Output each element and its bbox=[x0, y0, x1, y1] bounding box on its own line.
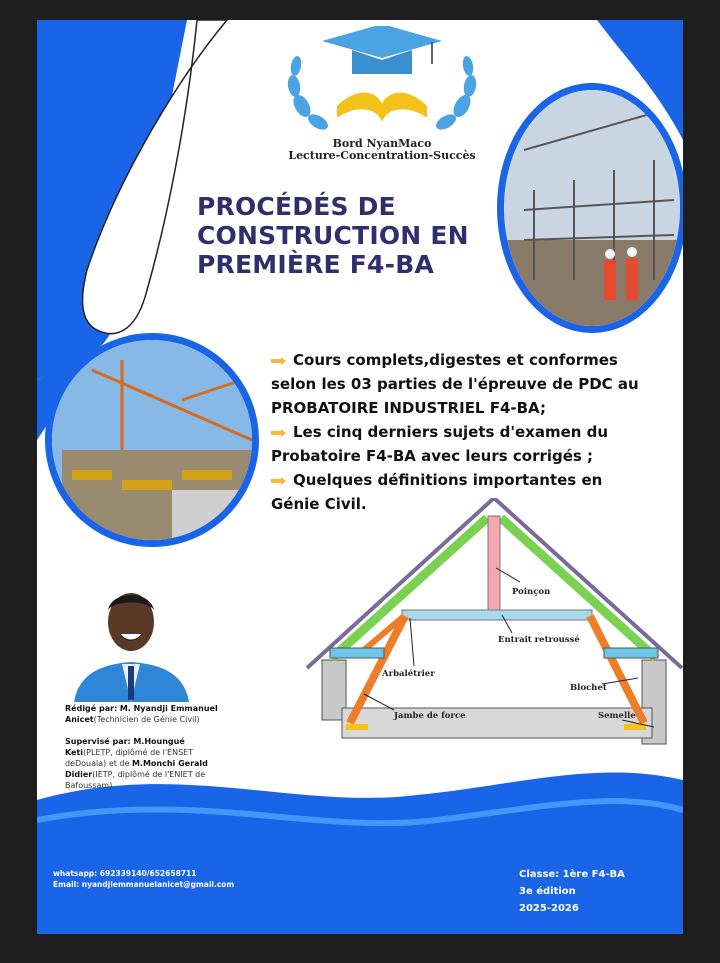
school-year: 2025-2026 bbox=[519, 903, 579, 914]
pointing-hand-icon bbox=[271, 476, 287, 486]
email-address: Email: nyandjiemmanuelanicet@gmail.com bbox=[53, 880, 235, 889]
list-item: Quelques définitions importantes en Génie Civil. bbox=[271, 471, 603, 513]
title-line-2: CONSTRUCTION EN bbox=[197, 221, 469, 250]
brand-name: Bord NyanMaco bbox=[332, 137, 432, 150]
cover-page bbox=[37, 20, 683, 934]
edition-label: 3e édition bbox=[519, 886, 576, 897]
pointing-hand-icon bbox=[271, 356, 287, 366]
label-entrait: Entrait retroussé bbox=[498, 635, 580, 645]
label-jambe-de-force: Jambe de force bbox=[394, 711, 466, 721]
author-credit: Rédigé par: M. Nyandji Emmanuel Anicet(Technicien de Génie Civil) bbox=[65, 704, 218, 724]
page-title bbox=[197, 192, 537, 279]
list-item: Cours complets,digestes et conformes selon les 03 parties de l'épreuve de PDC au PROBATOIRE INDUSTRIEL F4-BA; bbox=[271, 351, 639, 417]
class-label: Classe: 1ère F4-BA bbox=[519, 869, 625, 880]
pointing-hand-icon bbox=[271, 428, 287, 438]
logo-emblem bbox=[282, 26, 482, 138]
label-blochet: Blochet bbox=[570, 683, 607, 693]
label-poincon: Poinçon bbox=[512, 587, 551, 597]
label-arbaletrier: Arbalétrier bbox=[382, 669, 435, 679]
label-semelle: Semelle bbox=[598, 711, 636, 721]
list-item: Les cinq derniers sujets d'examen du Probatoire F4-BA avec leurs corrigés ; bbox=[271, 423, 609, 465]
supervisor-credit: Supervisé par: M.Houngué Keti(PLETP, diplômé de l'ENSET deDouala) et de M.Monchi Gerald Didier(IETP, diplômé de l'ENIET de Bafoussam) bbox=[65, 737, 208, 790]
title-line-1: PROCÉDÉS DE bbox=[197, 192, 396, 221]
whatsapp-number: whatsapp: 692339140/652658711 bbox=[53, 869, 197, 878]
class-info bbox=[519, 866, 669, 917]
brand-motto: Lecture-Concentration-Succès bbox=[288, 149, 476, 162]
roof-truss-diagram bbox=[302, 498, 683, 798]
contact-block bbox=[53, 868, 313, 890]
author-photo bbox=[64, 582, 199, 702]
feature-list bbox=[271, 348, 643, 516]
brand-block bbox=[277, 138, 487, 162]
construction-photo-left bbox=[52, 340, 252, 540]
construction-photo-top bbox=[504, 90, 680, 326]
credits-block bbox=[65, 703, 230, 791]
title-line-3: PREMIÈRE F4-BA bbox=[197, 250, 434, 279]
